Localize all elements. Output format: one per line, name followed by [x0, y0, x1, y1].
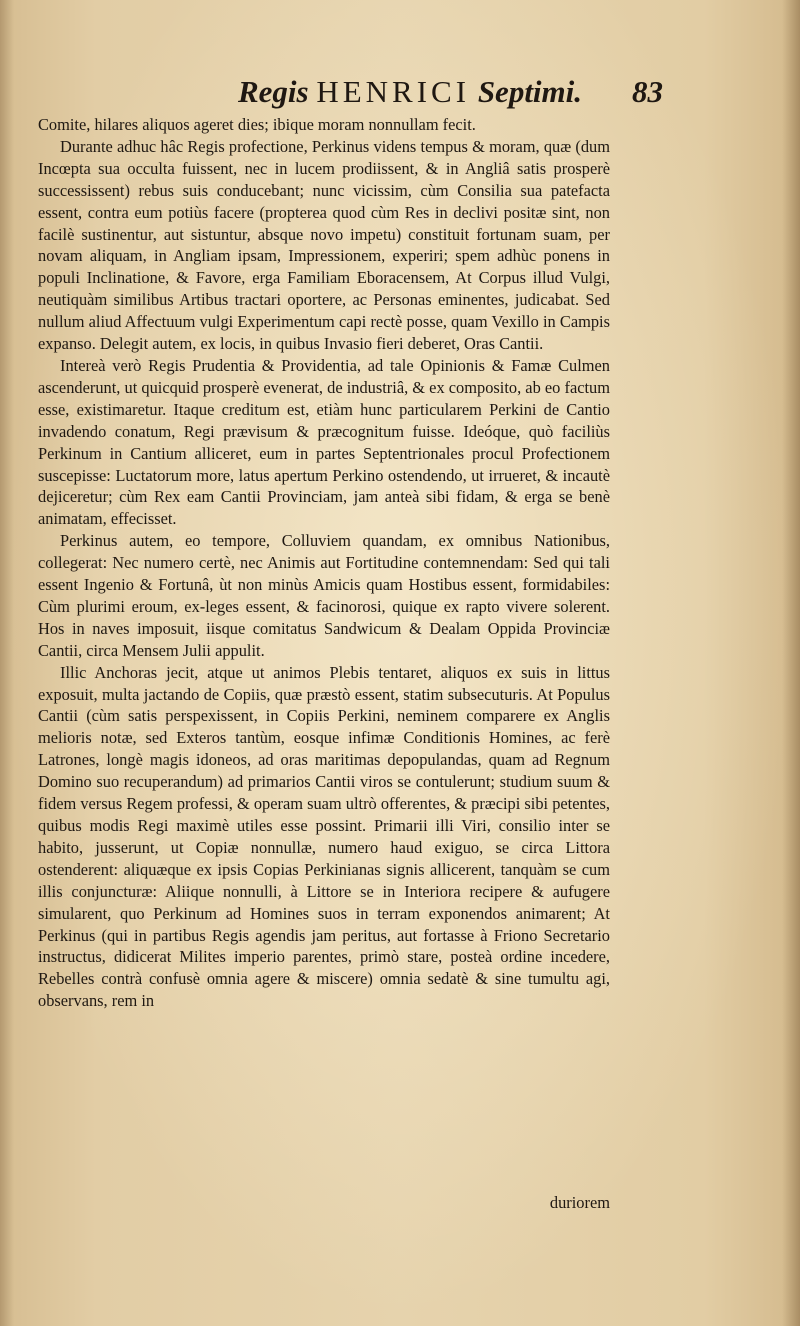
paragraph: Perkinus autem, eo tempore, Colluviem quandam, ex omnibus Nationibus, collegerat: Nec numero certè, nec Animis aut Fortitudine contemnendam: Sed qui tali essent Ingenio & Fortunâ, ùt non minùs Amicis quam Hostibus essent, formidabiles: Cùm plurimi eroum, ex-leges essent, & facinorosi, quique ex rapto vivere solerent. Hos in naves imposuit, iisque comitatus Sandwicum & Dealam Oppida Provinciæ Cantii, circa Mensem Julii appulit. — [38, 531, 610, 660]
paragraph: Illic Anchoras jecit, atque ut animos Plebis tentaret, aliquos ex suis in littus exposuit, multa jactando de Copiis, quæ præstò essent, statim subsecuturis. At Populus Cantii (cùm satis perspexissent, in Copiis Perkini, neminem comparere ex Anglis melioris notæ, sed Exteros tantùm, eosque infimæ Conditionis Homines, ac ferè Latrones, longè magis idoneos, ad oras maritimas depopulandas, quam ad Regnum Domino suo recuperandum) ad primarios Cantii viros se contulerunt; studium suum & fidem versus Regem professi, & operam suam ultrò offerentes, & præcipi sibi petentes, quibus modis Regi maximè utiles esse possint. Primarii illi Viri, consilio inter se habito, jusserunt, ut Copiæ nonnullæ, numero haud exiguo, se circa Littora ostenderent: aliquæque ex ipsis Copias Perkinianas signis allicerent, tanquàm se cum illis conjuncturæ: Aliique nonnulli, à Littore se in Interiora recipere & aufugere simularent, quo Perkinum ad Homines suos in terram exponendos animarent; At Perkinus (qui in partibus Regis agendis jam peritus, aut fortasse à Friono Secretario instructus, didicerat Milites imperio parentes, primò stare, posteà ordine incedere, Rebelles contrà confusè omnia agere & miscere) omnia sedatè & sine tumultu agi, observans, rem in — [38, 662, 610, 1011]
body-text — [38, 114, 610, 1012]
header-regis: Regis — [237, 74, 309, 109]
catchword: duriorem — [549, 1193, 610, 1212]
spine-shadow — [782, 0, 800, 1326]
page-number: 83 — [632, 74, 663, 109]
paragraph: Comite, hilares aliquos ageret dies; ibique moram nonnullam fecit. — [38, 115, 476, 134]
paragraph: Intereà verò Regis Prudentia & Providentia, ad tale Opinionis & Famæ Culmen ascenderunt, ut quicquid prosperè evenerat, de industriâ, & ex composito, ab eo factum esse, existimaretur. Itaque creditum est, etiàm hunc particularem Perkini de Cantio invadendo conatum, Regi prævisum & præcognitum fuisse. Ideóque, quò faciliùs Perkinum in Cantium alliceret, eum in partes Septentrionales procul Profectionem suscepisse: Luctatorum more, latus apertum Perkino ostendendo, ut irrueret, & incautè dejiceretur; cùm Rex eam Cantii Provinciam, jam anteà sibi fidam, & erga se benè animatam, effecisset. — [38, 355, 610, 529]
page-edge-shadow — [0, 0, 14, 1326]
header-henrici: HENRICI — [316, 74, 471, 109]
paragraph: Durante adhuc hâc Regis profectione, Perkinus videns tempus & moram, quæ (dum Incœpta sua occulta fuissent, nec in lucem prodiissent, & in Angliâ satis prosperè successissent) rebus suis conducebant; nunc vicissim, cùm Consilia sua patefacta essent, contra eum potiùs facere (propterea quod cùm Res in declivi positæ sint, non facilè sustinentur, aut sistuntur, absque novo impetu) constituit fortunam suam, per novam aliquam, in Angliam ipsam, Impressionem, experiri; spem adhùc ponens in populi Inclinatione, & Favore, erga Familiam Eboracensem, At Corpus illud Vulgi, neutiquàm similibus Artibus tractari oportere, ac Personas eminentes, judicabat. Sed nullum aliud Affectuum vulgi Experimentum capi rectè posse, quam Vexillo in Campis expanso. Delegit autem, ex locis, in quibus Invasio fieri deberet, Oras Cantii. — [38, 136, 610, 354]
header-septimi: Septimi. — [477, 74, 583, 109]
running-header — [140, 72, 680, 112]
